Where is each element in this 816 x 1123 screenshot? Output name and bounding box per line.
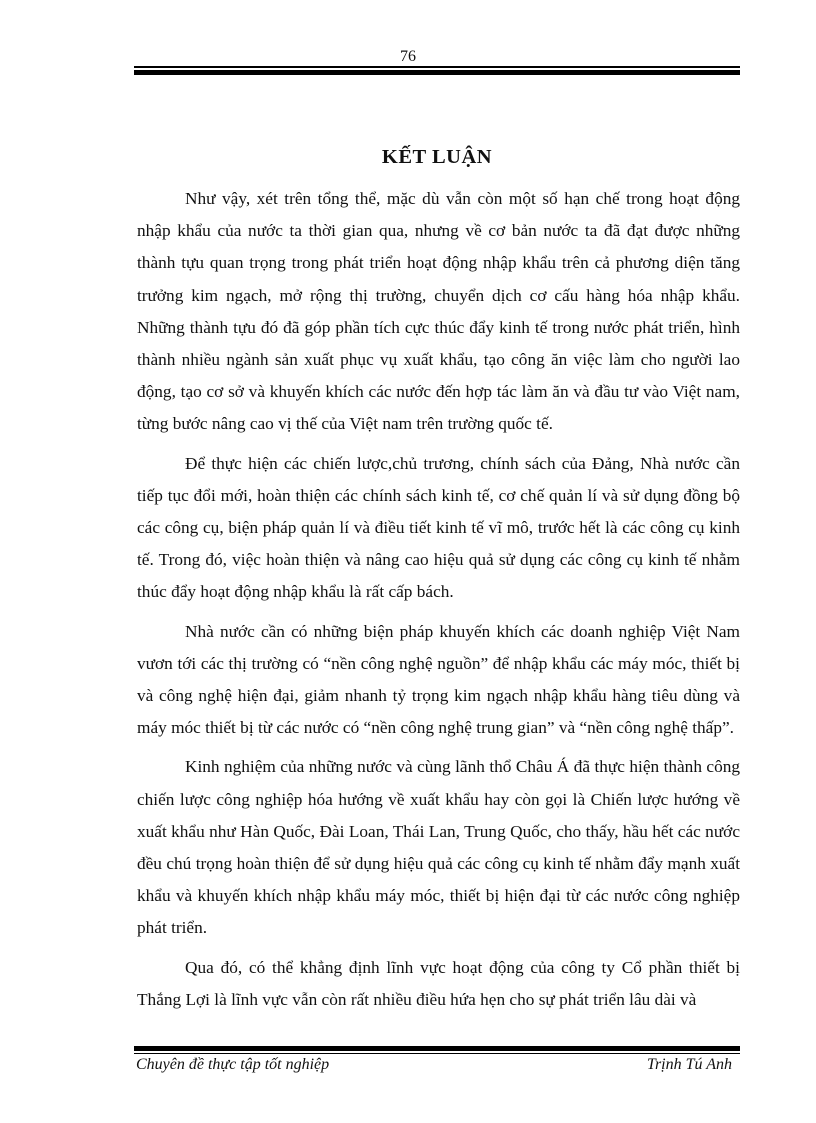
header-rule-thick (134, 70, 740, 75)
body-text (137, 183, 740, 1023)
footer-rule-thick (134, 1046, 740, 1051)
footer-document-title: Chuyên đề thực tập tốt nghiệp (136, 1056, 330, 1073)
page-title: KẾT LUẬN (381, 145, 493, 168)
paragraph: Qua đó, có thể khẳng định lĩnh vực hoạt động của công ty Cổ phần thiết bị Thắng Lợi là lĩnh vực vẫn còn rất nhiều điều hứa hẹn cho sự phát triển lâu dài và (137, 957, 740, 1009)
footer-author: Trịnh Tú Anh (646, 1056, 732, 1073)
header-rule-thin (134, 66, 740, 68)
paragraph: Nhà nước cần có những biện pháp khuyến khích các doanh nghiệp Việt Nam vươn tới các thị trường có “nền công nghệ nguồn” để nhập khẩu các máy móc, thiết bị và công nghệ hiện đại, giảm nhanh tỷ trọng kim ngạch nhập khẩu hàng tiêu dùng và máy móc thiết bị từ các nước có “nền công nghệ trung gian” và “nền công nghệ thấp”. (137, 621, 740, 738)
paragraph: Như vậy, xét trên tổng thể, mặc dù vẫn còn một số hạn chế trong hoạt động nhập khẩu của nước ta thời gian qua, nhưng về cơ bản nước ta đã đạt được những thành tựu quan trọng trong phát triển hoạt động nhập khẩu trên cả phương diện tăng trưởng kim ngạch, mở rộng thị trường, chuyển dịch cơ cấu hàng hóa nhập khẩu. Những thành tựu đó đã góp phần tích cực thúc đẩy kinh tế trong nước phát triển, hình thành nhiều ngành sản xuất phục vụ xuất khẩu, tạo công ăn việc làm cho người lao động, tạo cơ sở và khuyến khích các nước đến hợp tác làm ăn và đầu tư vào Việt nam, từng bước nâng cao vị thế của Việt nam trên trường quốc tế. (137, 189, 740, 434)
paragraph: Kinh nghiệm của những nước và cùng lãnh thổ Châu Á đã thực hiện thành công chiến lược công nghiệp hóa hướng về xuất khẩu hay còn gọi là Chiến lược hướng về xuất khẩu như Hàn Quốc, Đài Loan, Thái Lan, Trung Quốc, cho thấy, hầu hết các nước đều chú trọng hoàn thiện để sử dụng hiệu quả các công cụ kinh tế nhằm đẩy mạnh xuất khẩu và khuyến khích nhập khẩu máy móc, thiết bị hiện đại từ các nước công nghiệp phát triển. (137, 757, 740, 938)
footer-rule-thin (134, 1053, 740, 1054)
page-number: 76 (400, 48, 416, 65)
paragraph: Để thực hiện các chiến lược,chủ trương, chính sách của Đảng, Nhà nước cần tiếp tục đổi mới, hoàn thiện các chính sách kinh tế, cơ chế quản lí và sử dụng đồng bộ các công cụ, biện pháp quản lí và điều tiết kinh tế vĩ mô, trước hết là các công cụ kinh tế. Trong đó, việc hoàn thiện và nâng cao hiệu quả sử dụng các công cụ kinh tế nhằm thúc đẩy hoạt động nhập khẩu là rất cấp bách. (137, 453, 740, 602)
